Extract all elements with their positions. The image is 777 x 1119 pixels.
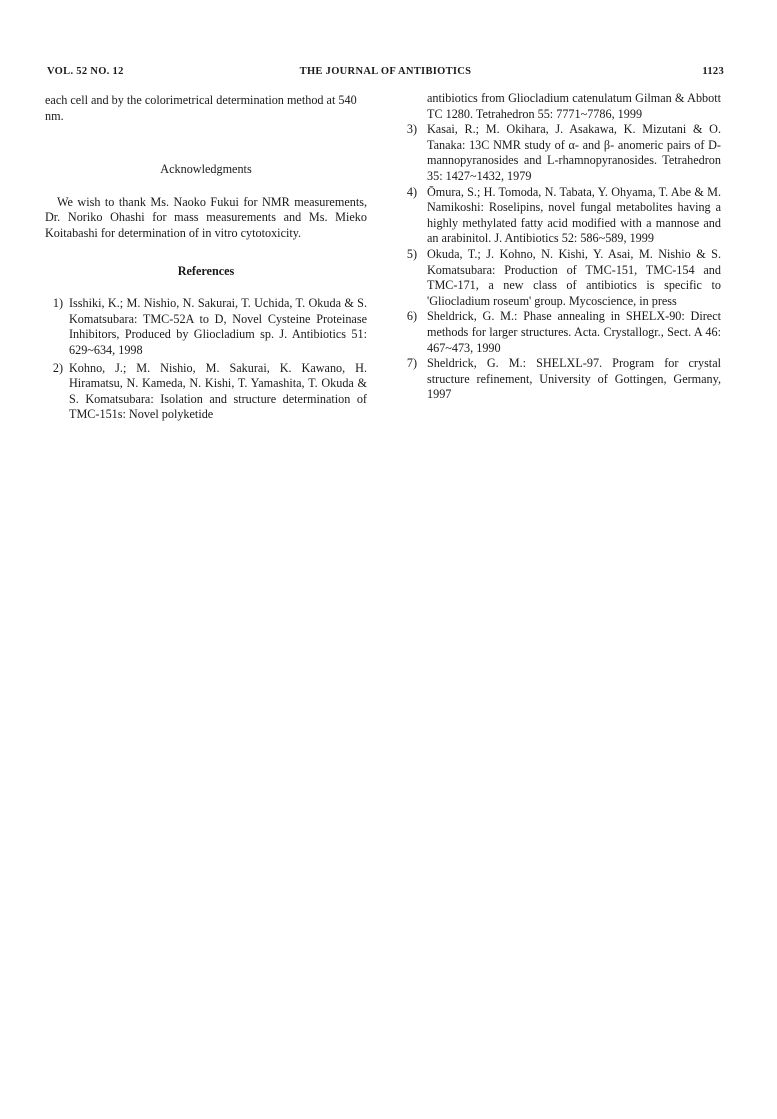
- acknowledgments-heading: Acknowledgments: [160, 162, 252, 177]
- reference-number: 2): [52, 360, 63, 375]
- reference-text: Sheldrick, G. M.: Phase annealing in SHELX-90: Direct methods for larger structures. Acta. Crystallogr., Sect. A 46: 467~473, 1990: [427, 309, 721, 355]
- left-column: [45, 91, 367, 423]
- journal-title: THE JOURNAL OF ANTIBIOTICS: [299, 66, 472, 77]
- reference-number: 5): [406, 246, 417, 261]
- reference-continuation: antibiotics from Gliocladium catenulatum Gilman & Abbott TC 1280. Tetrahedron 55: 7771~7786, 1999: [427, 91, 721, 121]
- running-header: [47, 66, 724, 82]
- intro-paragraph: each cell and by the colorimetrical determination method at 540 nm.: [45, 93, 357, 123]
- right-column: [391, 91, 721, 403]
- reference-text: Ōmura, S.; H. Tomoda, N. Tabata, Y. Ohyama, T. Abe & M. Namikoshi: Roselipins, novel fungal metabolites having a highly methylated fatty acid modified with a mannose and an arabinitol. J. Antibiotics 52: 586~589, 1999: [427, 184, 721, 246]
- reference-item: [391, 122, 721, 184]
- reference-number: 3): [406, 122, 417, 137]
- reference-item: [45, 361, 367, 423]
- reference-text: Isshiki, K.; M. Nishio, N. Sakurai, T. Uchida, T. Okuda & S. Komatsubara: TMC-52A to D, Novel Cysteine Proteinase Inhibitors, Produced by Gliocladium sp. J. Antibiotics 51: 629~634, 1998: [69, 296, 367, 357]
- reference-number: 4): [406, 184, 417, 199]
- reference-text: Sheldrick, G. M.: SHELXL-97. Program for crystal structure refinement, University of Gottingen, Germany, 1997: [427, 356, 721, 402]
- reference-text: Kasai, R.; M. Okihara, J. Asakawa, K. Mizutani & O. Tanaka: 13C NMR study of α- and β- anomeric pairs of D-mannopyranosides and L-rhamnopyranosides. Tetrahedron 35: 1427~1432, 1979: [427, 122, 721, 183]
- acknowledgments-paragraph: We wish to thank Ms. Naoko Fukui for NMR measurements, Dr. Noriko Ohashi for mass measurements and Ms. Mieko Koitabashi for determination of in vitro cytotoxicity.: [45, 194, 367, 240]
- references-heading: References: [177, 263, 235, 278]
- reference-number: 1): [52, 296, 63, 311]
- reference-item: [391, 309, 721, 356]
- reference-item: [391, 356, 721, 403]
- page-number: 1123: [702, 66, 724, 77]
- reference-item: [391, 247, 721, 309]
- reference-text: Kohno, J.; M. Nishio, M. Sakurai, K. Kawano, H. Hiramatsu, N. Kameda, N. Kishi, T. Yamashita, T. Okuda & S. Komatsubara: Isolation and structure determination of TMC-151s: Novel polyketide: [69, 360, 367, 422]
- volume-number: VOL. 52 NO. 12: [47, 66, 124, 77]
- reference-item: [391, 185, 721, 247]
- reference-number: 7): [406, 356, 417, 371]
- reference-text: Okuda, T.; J. Kohno, N. Kishi, Y. Asai, M. Nishio & S. Komatsubara: Production of TMC-151, TMC-154 and TMC-171, a new class of antibiotics is specific to 'Gliocladium roseum' group. Mycoscience, in press: [427, 246, 721, 308]
- reference-item: [45, 296, 367, 358]
- reference-number: 6): [406, 309, 417, 324]
